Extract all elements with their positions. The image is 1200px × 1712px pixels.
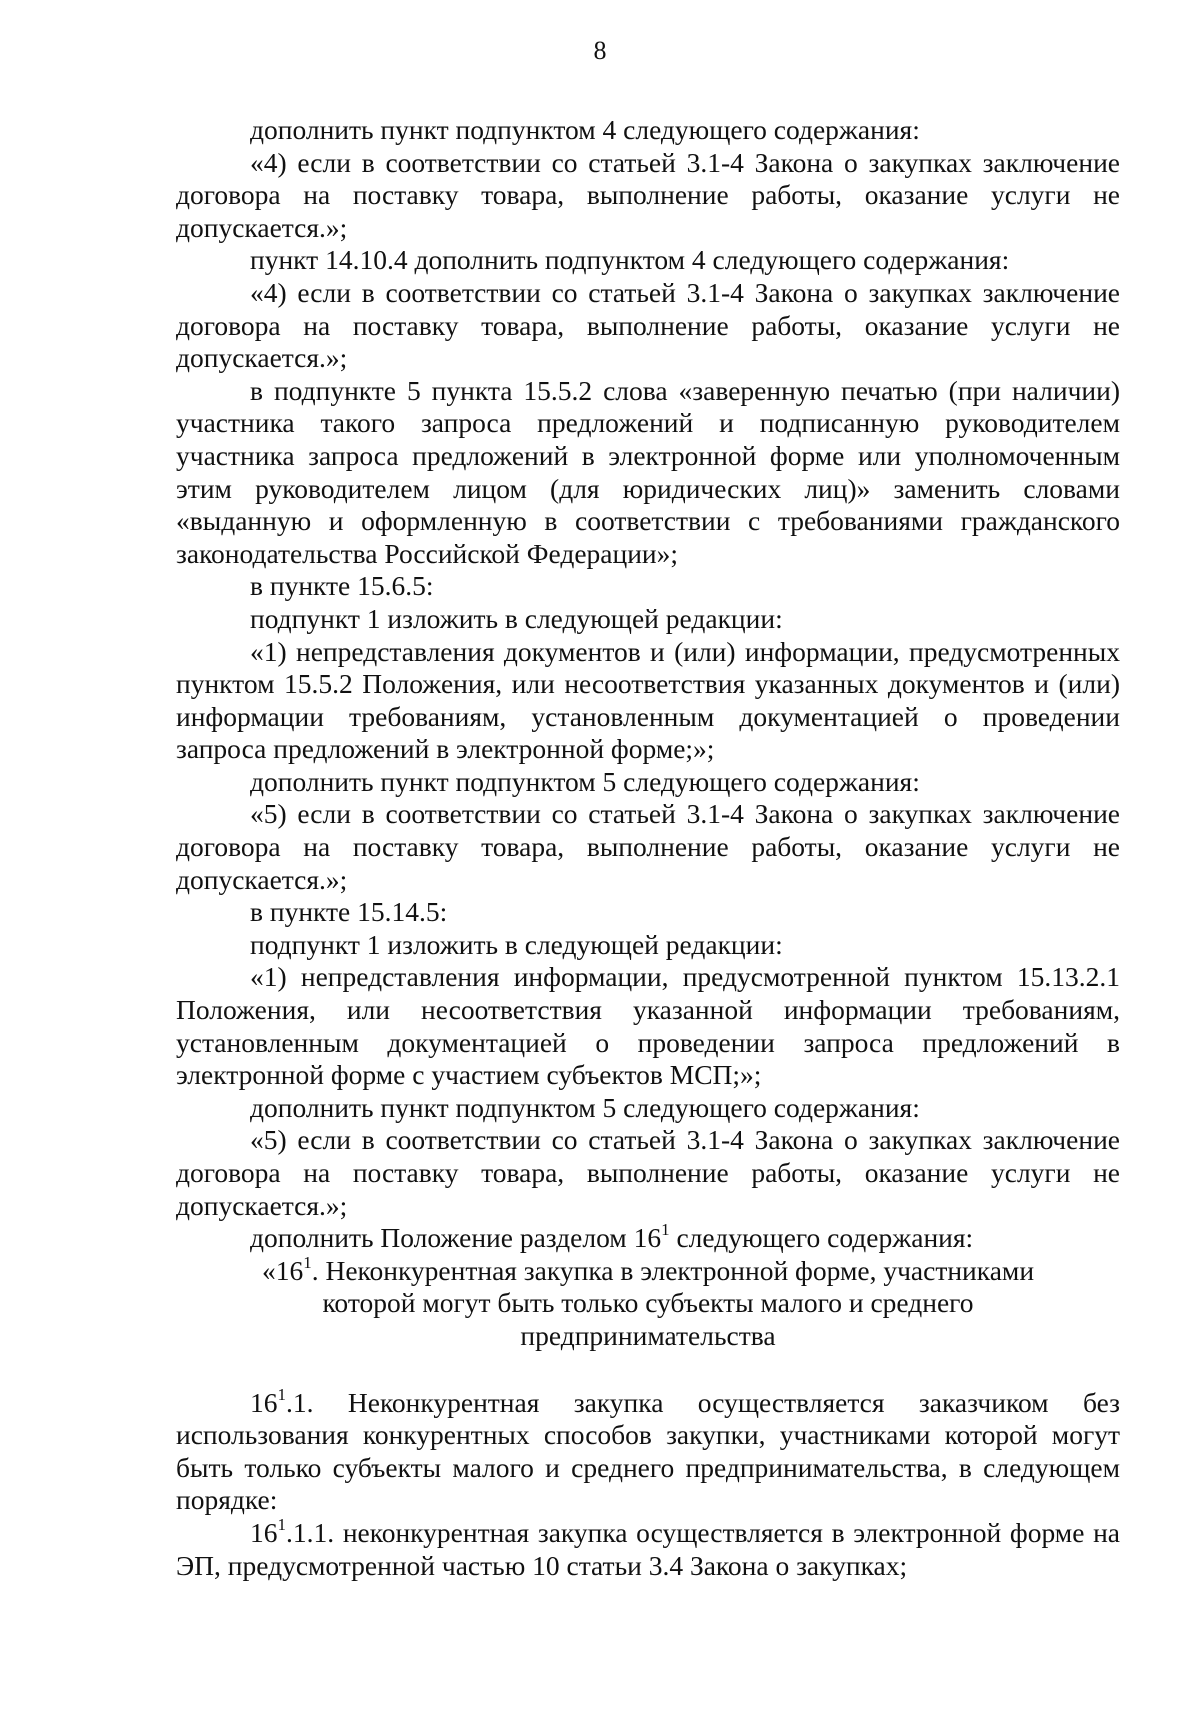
paragraph: «5) если в соответствии со статьей 3.1-4 Закона о закупках заключение договора на поставку товара, выполнение работы, оказание услуги не допускается.»; bbox=[176, 1124, 1120, 1221]
paragraph: «4) если в соответствии со статьей 3.1-4 Закона о закупках заключение договора на поставку товара, выполнение работы, оказание услуги не допускается.»; bbox=[176, 276, 1120, 374]
clause-16-1-1 bbox=[176, 1384, 1120, 1517]
section-title-text: . Неконкурентная закупка в электронной форме, участниками которой могут быть только субъекты малого и среднего предпринимательства bbox=[311, 1254, 1035, 1351]
paragraph: дополнить пункт подпунктом 5 следующего содержания: bbox=[250, 765, 920, 797]
section-title-text: «16 bbox=[261, 1254, 304, 1286]
paragraph: в пункте 15.14.5: bbox=[250, 896, 448, 928]
paragraph: в пункте 15.6.5: bbox=[250, 570, 434, 602]
section-intro-text: следующего содержания: bbox=[669, 1222, 974, 1254]
paragraph: «1) непредставления информации, предусмотренной пунктом 15.13.2.1 Положения, или несоответствия указанной информации требованиям, установленным документацией о проведении запроса предложений в электронной форме с участием субъектов МСП;»; bbox=[176, 961, 1120, 1091]
clause-text: .1. Неконкурентная закупка осуществляется заказчиком без использования конкурентных способов закупки, участниками которой могут быть только субъекты малого и среднего предпринимательства, в следующем порядке: bbox=[176, 1386, 1120, 1516]
superscript: 1 bbox=[277, 1515, 287, 1535]
clause-number: 16 bbox=[250, 1516, 278, 1548]
section-title bbox=[176, 1252, 1120, 1353]
section-intro bbox=[176, 1222, 1120, 1255]
clause-text: .1.1. неконкурентная закупка осуществляется в электронной форме на ЭП, предусмотренной частью 10 статьи 3.4 Закона о закупках; bbox=[176, 1516, 1120, 1581]
superscript: 1 bbox=[303, 1252, 312, 1272]
section-intro-text: дополнить Положение разделом 16 bbox=[250, 1222, 662, 1254]
paragraph: подпункт 1 изложить в следующей редакции: bbox=[250, 602, 783, 634]
paragraph: дополнить пункт подпунктом 5 следующего содержания: bbox=[250, 1091, 920, 1123]
paragraph: пункт 14.10.4 дополнить подпунктом 4 следующего содержания: bbox=[250, 244, 1010, 276]
paragraph: «4) если в соответствии со статьей 3.1-4 Закона о закупках заключение договора на поставку товара, выполнение работы, оказание услуги не допускается.»; bbox=[176, 146, 1120, 243]
paragraph: в подпункте 5 пункта 15.5.2 слова «заверенную печатью (при наличии) участника такого запроса предложений и подписанную руководителем участника запроса предложений в электронной форме или уполномоченным этим руководителем лицом (для юридических лиц)» заменить словами «выданную и оформленную в соответствии с требованиями гражданского законодательства Российской Федерации»; bbox=[176, 374, 1120, 569]
superscript: 1 bbox=[661, 1220, 670, 1240]
page-number: 8 bbox=[593, 36, 607, 65]
paragraph: дополнить пункт подпунктом 4 следующего содержания: bbox=[250, 114, 920, 145]
clause-16-1-1-1 bbox=[176, 1517, 1120, 1582]
paragraph: «1) непредставления документов и (или) информации, предусмотренных пунктом 15.5.2 Положения, или несоответствия указанных документов и (или) информации требованиям, установленным документацией о проведении запроса предложений в электронной форме;»; bbox=[176, 635, 1120, 765]
paragraph: подпункт 1 изложить в следующей редакции: bbox=[250, 928, 783, 960]
paragraph: «5) если в соответствии со статьей 3.1-4 Закона о закупках заключение договора на поставку товара, выполнение работы, оказание услуги не допускается.»; bbox=[176, 798, 1120, 895]
document-body bbox=[176, 114, 1120, 1582]
clause-number: 16 bbox=[250, 1386, 278, 1418]
superscript: 1 bbox=[277, 1384, 287, 1404]
